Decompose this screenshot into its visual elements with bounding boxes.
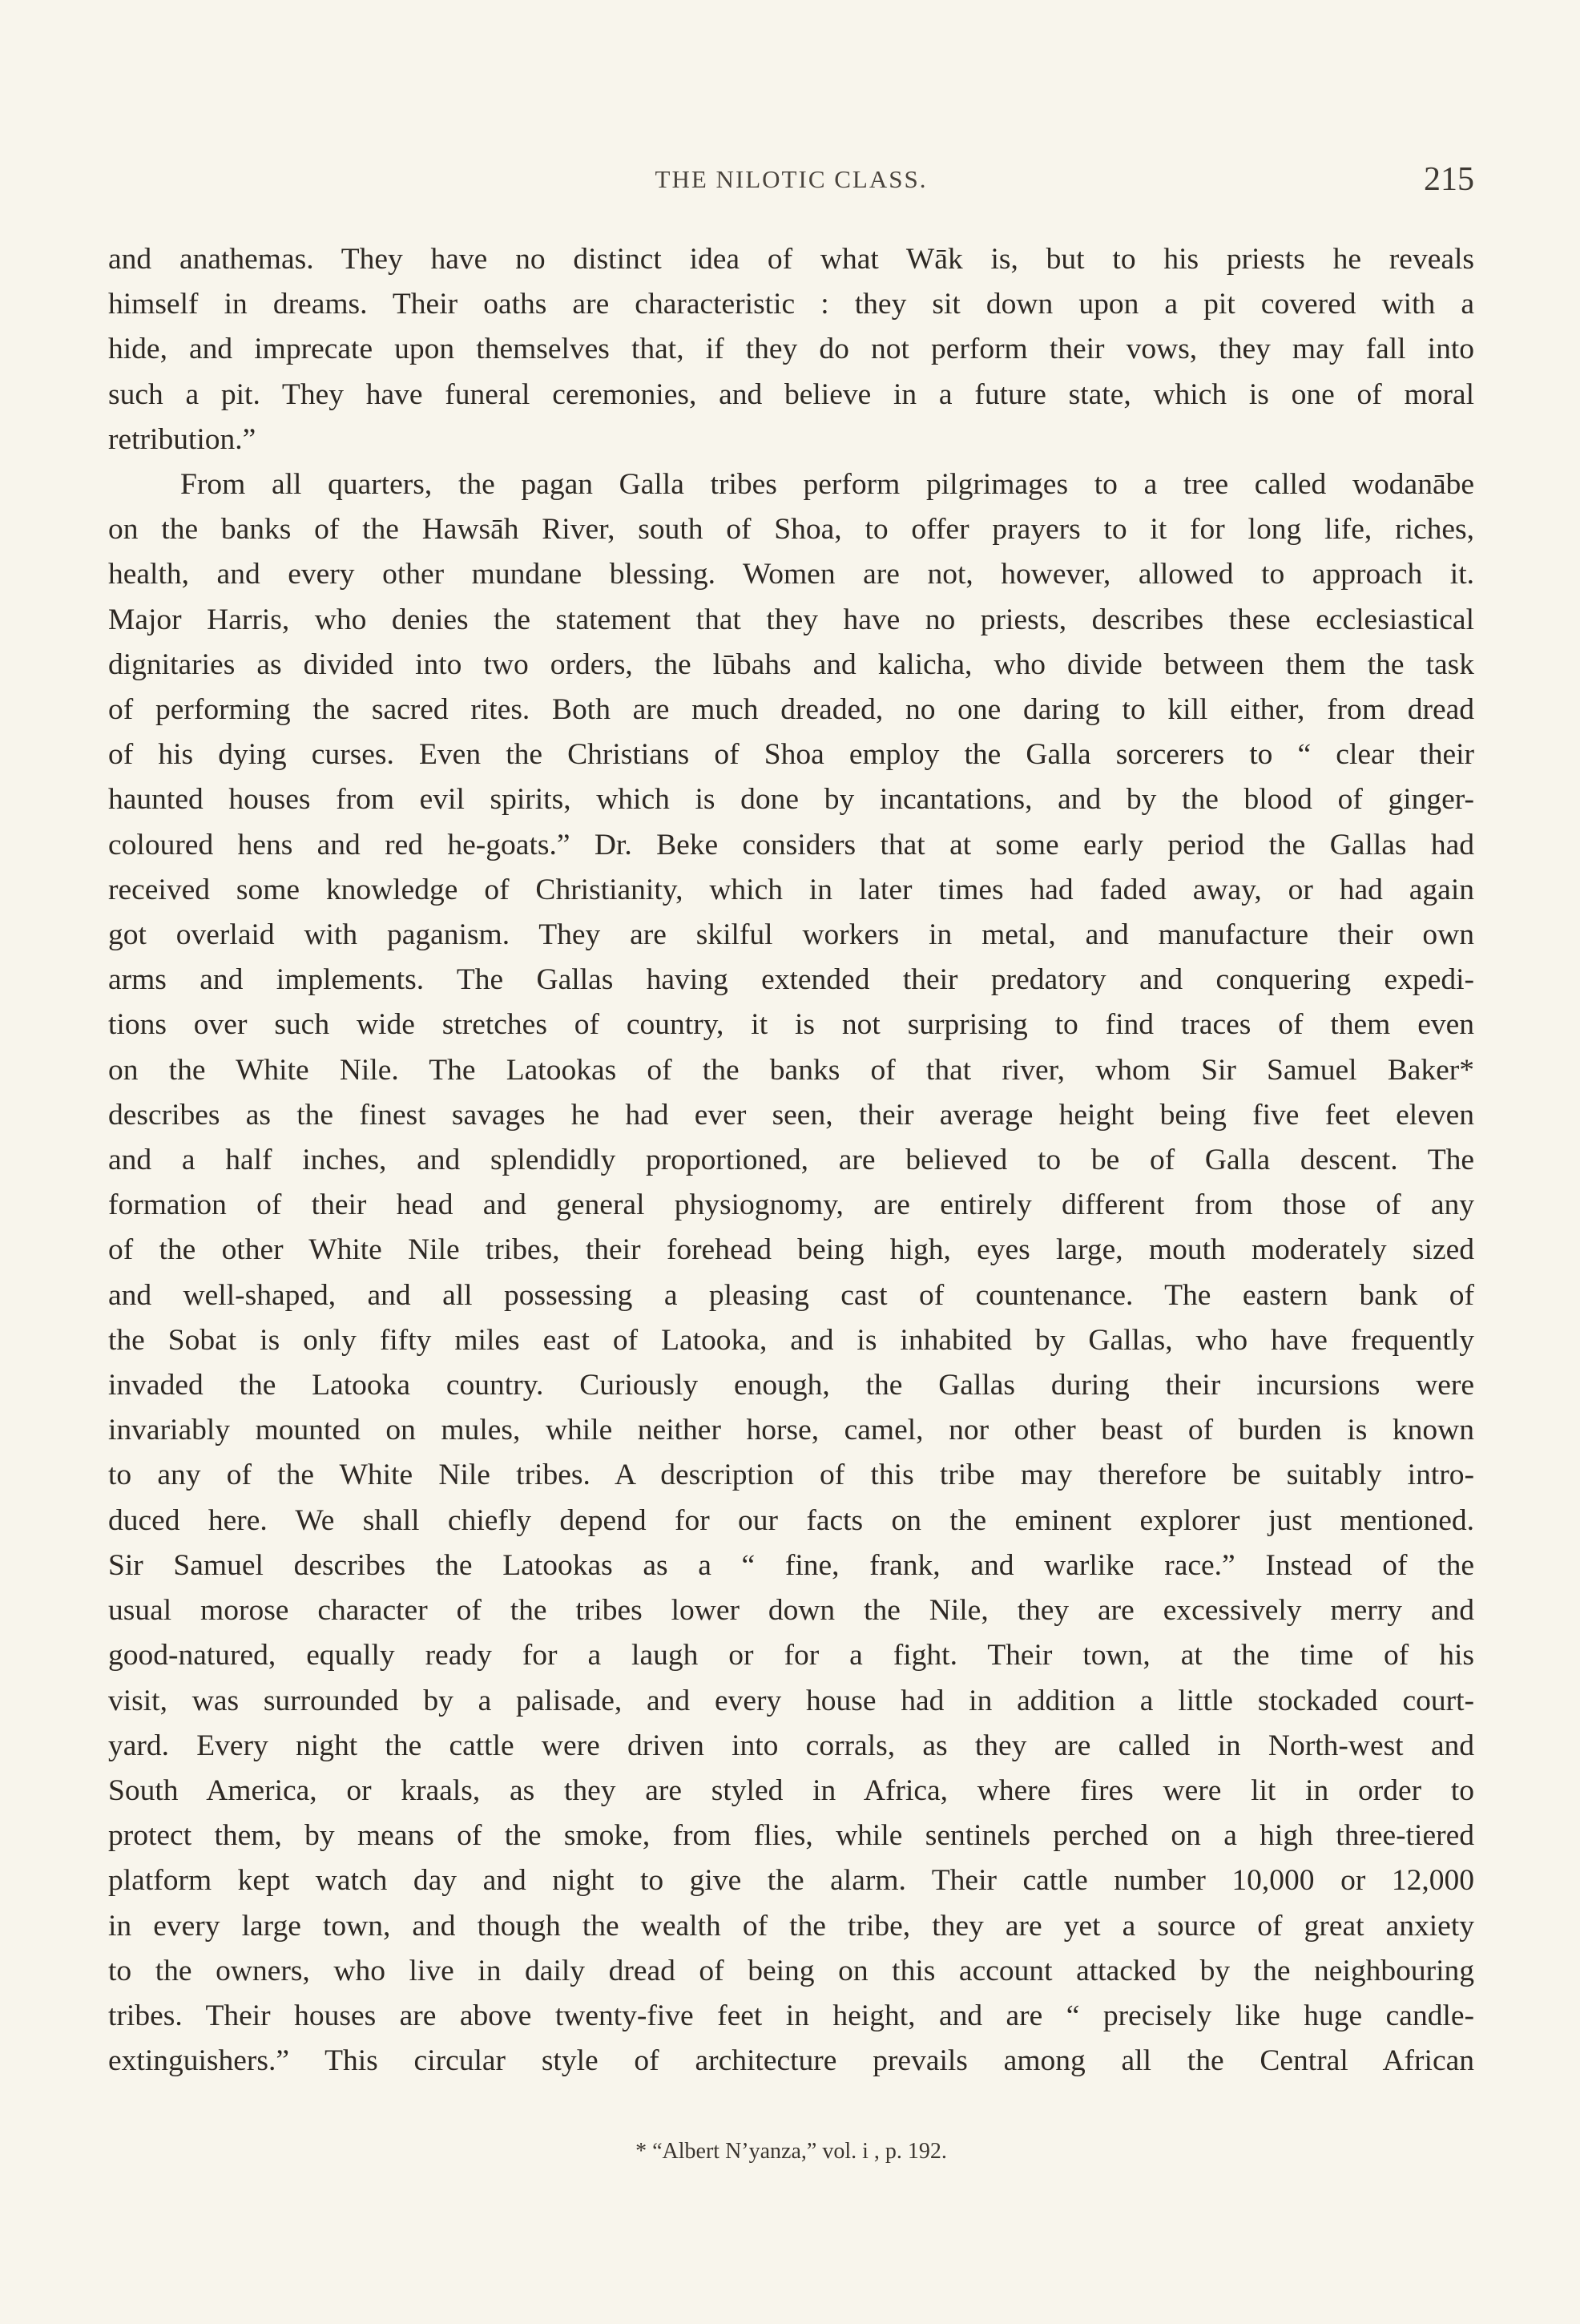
text-line: protect them, by means of the smoke, from flies, while sentinels perched on a high three-tiered [108, 1819, 1474, 1853]
paragraph-start-line: From all quarters, the pagan Galla tribes perform pilgrimages to a tree called wodanābe [180, 468, 1474, 502]
text-line: invariably mounted on mules, while neither horse, camel, nor other beast of burden is known [108, 1414, 1474, 1447]
text-line: of his dying curses. Even the Christians of Shoa employ the Galla sorcerers to “ clear their [108, 738, 1474, 772]
text-line: dignitaries as divided into two orders, the lūbahs and kalicha, who divide between them the task [108, 648, 1474, 681]
text-line: usual morose character of the tribes lower down the Nile, they are excessively merry and [108, 1594, 1474, 1628]
text-line: and well-shaped, and all possessing a pleasing cast of countenance. The eastern bank of [108, 1278, 1474, 1312]
text-line: extinguishers.” This circular style of architecture prevails among all the Central African [108, 2044, 1474, 2078]
text-line: himself in dreams. Their oaths are characteristic : they sit down upon a pit covered with a [108, 288, 1474, 321]
text-line: invaded the Latooka country. Curiously enough, the Gallas during their incursions were [108, 1369, 1474, 1402]
text-line: arms and implements. The Gallas having extended their predatory and conquering expedi- [108, 963, 1474, 997]
text-line: yard. Every night the cattle were driven into corrals, as they are called in North-west and [108, 1729, 1474, 1762]
text-line: Sir Samuel describes the Latookas as a “ fine, frank, and warlike race.” Instead of the [108, 1548, 1474, 1582]
text-line: tions over such wide stretches of country, it is not surprising to find traces of them even [108, 1008, 1474, 1042]
page-number: 215 [1424, 161, 1474, 198]
text-line: tribes. Their houses are above twenty-five feet in height, and are “ precisely like huge candle- [108, 1999, 1474, 2032]
text-line: of the other White Nile tribes, their forehead being high, eyes large, mouth moderately sized [108, 1233, 1474, 1267]
text-line: to the owners, who live in daily dread of being on this account attacked by the neighbouring [108, 1954, 1474, 1987]
text-line: the Sobat is only fifty miles east of Latooka, and is inhabited by Gallas, who have frequently [108, 1323, 1474, 1357]
text-line: health, and every other mundane blessing. Women are not, however, allowed to approach it. [108, 558, 1474, 591]
body-text [108, 237, 1474, 2084]
text-line: formation of their head and general physiognomy, are entirely different from those of any [108, 1188, 1474, 1222]
text-line: received some knowledge of Christianity, which in later times had faded away, or had again [108, 873, 1474, 906]
text-line: in every large town, and though the wealth of the tribe, they are yet a source of great anxiety [108, 1909, 1474, 1943]
text-line: retribution.” [108, 422, 256, 456]
text-line: Major Harris, who denies the statement that they have no priests, describes these ecclesiastical [108, 603, 1474, 636]
text-line: good-natured, equally ready for a laugh or for a fight. Their town, at the time of his [108, 1639, 1474, 1672]
text-line: to any of the White Nile tribes. A description of this tribe may therefore be suitably intro- [108, 1459, 1474, 1492]
text-line: and anathemas. They have no distinct idea of what Wāk is, but to his priests he reveals [108, 243, 1474, 276]
text-line: coloured hens and red he-goats.” Dr. Beke considers that at some early period the Gallas had [108, 828, 1474, 861]
text-line: describes as the finest savages he had ever seen, their average height being five feet eleven [108, 1098, 1474, 1132]
text-line: on the White Nile. The Latookas of the banks of that river, whom Sir Samuel Baker* [108, 1053, 1474, 1087]
text-line: visit, was surrounded by a palisade, and every house had in addition a little stockaded court- [108, 1684, 1474, 1717]
text-line: got overlaid with paganism. They are skilful workers in metal, and manufacture their own [108, 918, 1474, 952]
text-line: duced here. We shall chiefly depend for our facts on the eminent explorer just mentioned. [108, 1503, 1474, 1537]
footnote: * “Albert N’yanza,” vol. i , p. 192. [635, 2139, 947, 2164]
text-line: of performing the sacred rites. Both are much dreaded, no one daring to kill either, from dread [108, 693, 1474, 727]
text-line: such a pit. They have funeral ceremonies, and believe in a future state, which is one of moral [108, 377, 1474, 411]
text-line: and a half inches, and splendidly proportioned, are believed to be of Galla descent. The [108, 1144, 1474, 1177]
text-line: on the banks of the Hawsāh River, south of Shoa, to offer prayers to it for long life, riches, [108, 513, 1474, 547]
text-line: hide, and imprecate upon themselves that, if they do not perform their vows, they may fall into [108, 333, 1474, 366]
text-line: platform kept watch day and night to give the alarm. Their cattle number 10,000 or 12,000 [108, 1864, 1474, 1898]
text-line: South America, or kraals, as they are styled in Africa, where fires were lit in order to [108, 1773, 1474, 1807]
text-line: haunted houses from evil spirits, which is done by incantations, and by the blood of ginger- [108, 783, 1474, 817]
running-title: THE NILOTIC CLASS. [655, 165, 928, 193]
running-head [108, 160, 1474, 202]
